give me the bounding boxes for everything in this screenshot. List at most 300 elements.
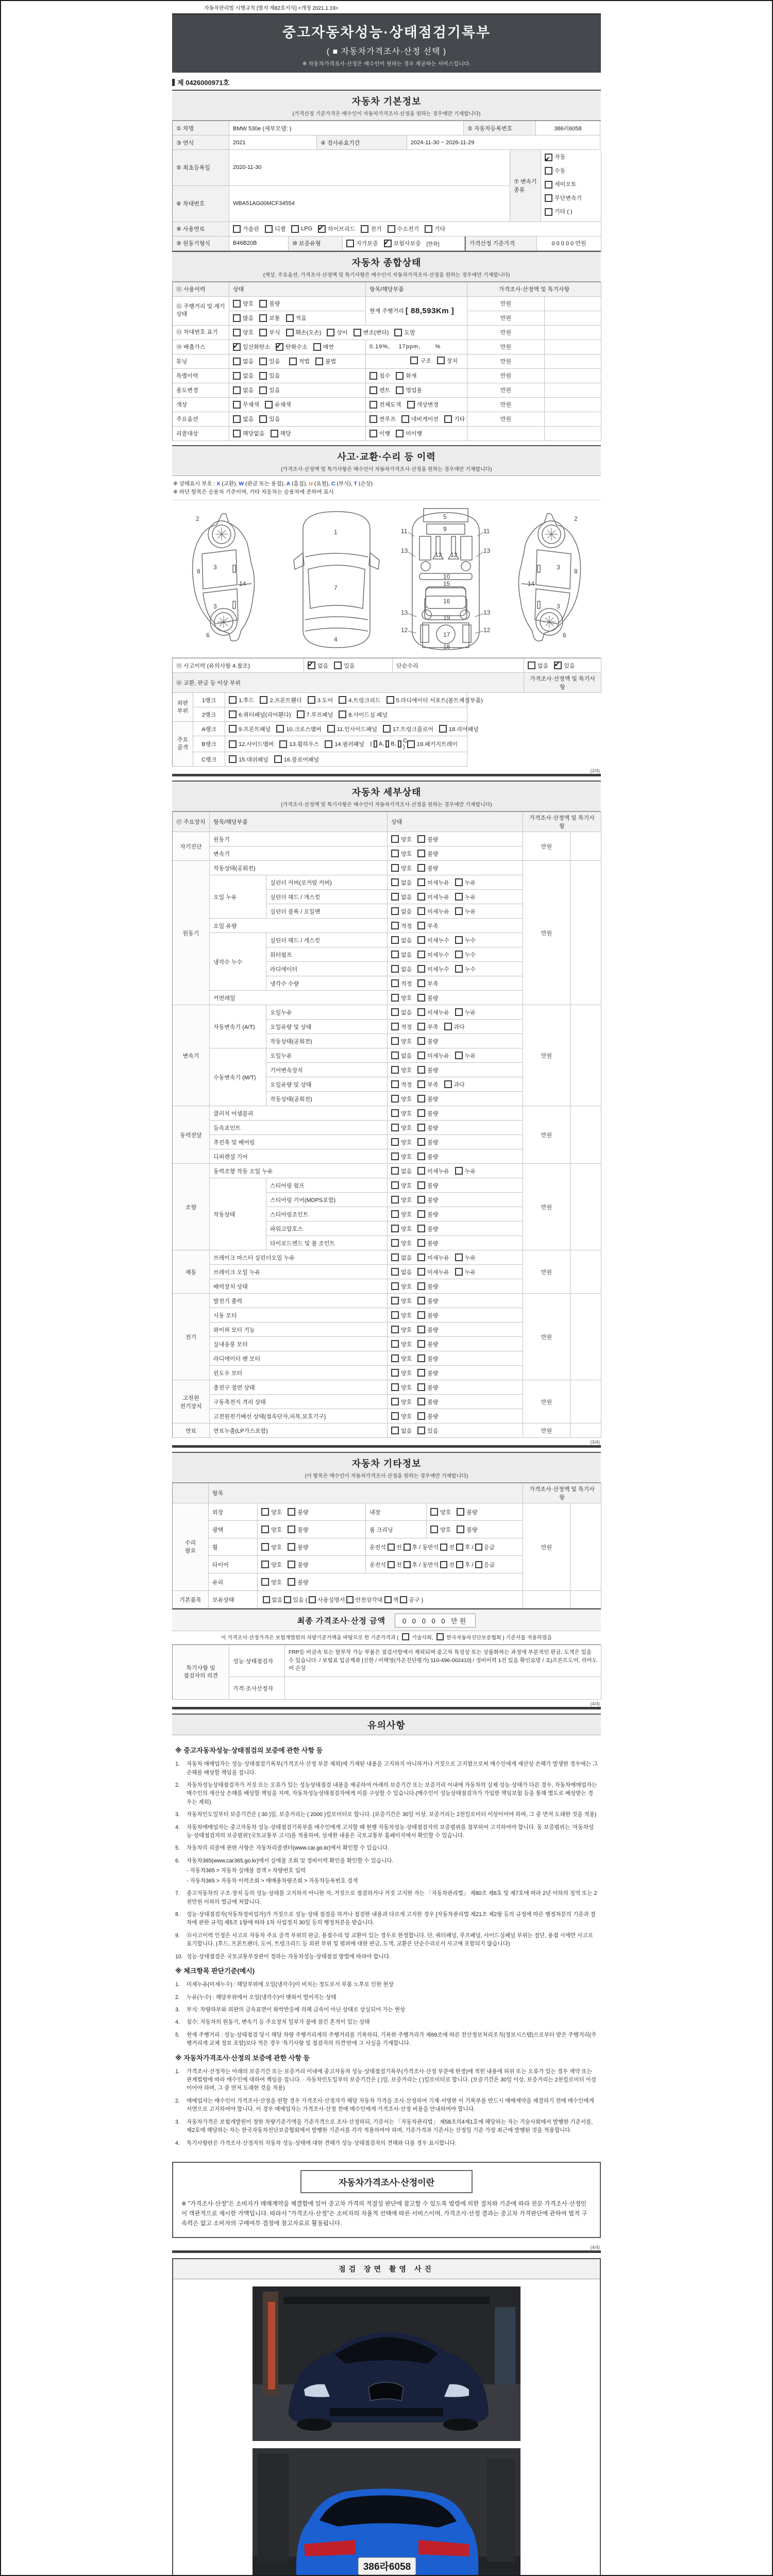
section-title: 자동차 기본정보 (351, 96, 422, 107)
checkbox-미세누유[interactable] (417, 893, 449, 901)
checkbox-양호[interactable] (391, 1095, 412, 1103)
state-options (388, 1250, 523, 1265)
item-label: 클러치 어셈블리 (210, 1106, 388, 1121)
checkbox-누수[interactable] (455, 951, 476, 959)
checkbox-미세누유[interactable] (417, 1167, 449, 1175)
checkbox-영업용[interactable] (396, 386, 422, 394)
checkbox[interactable] (284, 1596, 291, 1603)
checkbox-양호[interactable] (391, 1138, 412, 1146)
checkbox-렌트[interactable] (369, 386, 390, 394)
checkbox-불량[interactable] (417, 994, 438, 1002)
checkbox-양호[interactable] (391, 1369, 412, 1377)
item-label: 배력장치 상태 (210, 1279, 388, 1294)
state-options (388, 1193, 523, 1207)
checkbox-무단변속기[interactable] (545, 193, 582, 204)
checkbox-색상변경[interactable] (407, 400, 439, 409)
checkbox-기타 ( )[interactable] (545, 206, 573, 217)
checkbox-label: 양호 (401, 995, 412, 1002)
checkbox-없음[interactable] (233, 415, 254, 423)
checkbox-label: 장치 (446, 358, 458, 364)
checkbox-label: 있음 (269, 359, 280, 365)
checkbox-양호[interactable] (261, 1508, 282, 1516)
checkbox-해당없음[interactable] (233, 429, 265, 437)
checkbox-미세누수[interactable] (417, 936, 449, 944)
checkbox-양호[interactable] (391, 994, 412, 1002)
checkbox-부족[interactable] (417, 1080, 438, 1089)
checkbox-없음[interactable] (391, 936, 412, 944)
final-price-value: 0 0 0 0 0 만원 (395, 1614, 476, 1628)
svg-text:7: 7 (334, 584, 338, 592)
checkbox-누수[interactable] (455, 965, 476, 973)
checkbox-미세누수[interactable] (417, 951, 449, 959)
checkbox-11.인사이드패널[interactable] (327, 725, 377, 733)
checkbox-불량[interactable] (288, 1561, 308, 1569)
checkbox-label: 없음 (401, 1168, 412, 1175)
checkbox-누유[interactable] (455, 1253, 476, 1262)
checkbox-하이브리드[interactable] (318, 225, 355, 233)
cell-group (210, 1106, 523, 1164)
checkbox-12.사이드멤버[interactable] (229, 740, 274, 748)
checkbox[interactable] (388, 1561, 395, 1568)
checkbox-양호[interactable] (261, 1543, 282, 1551)
checkbox[interactable] (398, 740, 401, 748)
checkbox-수소전기[interactable] (388, 225, 419, 233)
checkbox-양호[interactable] (391, 1196, 412, 1204)
cell-group (210, 861, 523, 1005)
subgroup-label: 수동변속기 (M/T) (210, 1048, 266, 1106)
table-row (210, 933, 523, 991)
section-subtitle: (색상, 주요옵션, 가격조사·산정액 및 특기사항은 매수인이 자동차가격조사·산정을 원하는 경우에만 기재합니다) (263, 272, 510, 278)
checkbox-불량[interactable] (417, 1383, 438, 1392)
checkbox-기타[interactable] (425, 225, 445, 233)
notice-title: 유의사항 (367, 1720, 406, 1731)
detail-condition-table (172, 811, 601, 1438)
checkbox-없음[interactable] (391, 1268, 412, 1276)
checkbox-label: 화재 (406, 373, 417, 379)
checkbox-양호[interactable] (261, 1578, 282, 1586)
checkbox-자가보증[interactable] (346, 239, 378, 247)
checkbox-화재[interactable] (396, 371, 416, 380)
checkbox-양호[interactable] (391, 1326, 412, 1334)
checkbox-미세누수[interactable] (417, 965, 449, 973)
checkbox-불량[interactable] (288, 1508, 308, 1516)
checkbox-양호[interactable] (391, 1412, 412, 1420)
checkbox-누유[interactable] (455, 1268, 476, 1276)
checkbox-적정[interactable] (391, 979, 412, 988)
first-reg-value: 2020-11-30 (229, 150, 510, 186)
checkbox-해당[interactable] (271, 429, 291, 437)
checkbox-불량[interactable] (417, 1181, 438, 1190)
price-cell: 만원 (523, 1294, 570, 1380)
checkbox-변조(변타)[interactable] (354, 328, 389, 336)
checkbox-자동[interactable] (545, 151, 565, 163)
checkbox-유채색[interactable] (265, 400, 291, 409)
state-options (388, 1207, 523, 1222)
checkbox-없음[interactable] (308, 662, 328, 670)
checkbox-없음[interactable] (391, 1008, 412, 1016)
symbol: A (286, 480, 291, 487)
checkbox[interactable] (456, 1544, 463, 1551)
checkbox-4.트렁크리드[interactable] (339, 696, 380, 704)
checkbox-없음[interactable] (391, 965, 412, 973)
checkbox[interactable] (374, 740, 377, 748)
engine-type-label: ⑨ 원동기형식 (173, 236, 229, 251)
checkbox-없음[interactable] (391, 893, 412, 901)
state-options (388, 1366, 523, 1380)
checkbox-label: 네비게이션 (411, 416, 439, 422)
state-symbol-note: ※ 상태표시 부호 : X (교환), W (판금 또는 용접), A (흠집), U (요철), C (부식), T (손상) ※ 하단 항목은 승용차 기준이며, 기타 자동차는 승용차에 준하여 표시 (172, 476, 601, 501)
checkbox-미이행[interactable] (396, 429, 422, 437)
checkbox-16.플로어패널[interactable] (274, 755, 319, 764)
checkbox-누유[interactable] (455, 878, 476, 887)
table-row (173, 222, 601, 236)
vin-mark-options (229, 326, 467, 340)
state-options (258, 1521, 366, 1538)
checkbox[interactable] (456, 1561, 463, 1568)
checkbox-불량[interactable] (288, 1526, 308, 1534)
checkbox-불량[interactable] (417, 1225, 438, 1233)
checkbox-7.루프패널[interactable] (297, 710, 333, 719)
checkbox[interactable] (404, 1561, 411, 1568)
item-label: 작동상태(공회전) (266, 1092, 388, 1106)
checkbox-불량[interactable] (417, 850, 438, 858)
checkbox-불량[interactable] (417, 1210, 438, 1218)
checkbox-없음[interactable] (233, 357, 254, 365)
checkbox-양호[interactable] (261, 1561, 282, 1569)
checkbox-미세누유[interactable] (417, 1253, 449, 1262)
checkbox-없음[interactable] (391, 1253, 412, 1262)
checkbox-불량[interactable] (417, 1326, 438, 1334)
checkbox-누유[interactable] (455, 893, 476, 901)
checkbox-적법[interactable] (289, 357, 310, 365)
checkbox-label: 16.플로어패널 (283, 756, 320, 763)
checkbox-양호[interactable] (391, 1383, 412, 1392)
vin-value: WBA51AG00MCF34554 (229, 186, 510, 222)
checkbox-label: 불량 (427, 1240, 439, 1247)
checkbox-불량[interactable] (417, 1412, 438, 1420)
checkbox-불량[interactable] (457, 1508, 477, 1516)
checkbox-미세누유[interactable] (417, 907, 449, 916)
checkbox-양호[interactable] (391, 1181, 412, 1190)
checkbox-불량[interactable] (259, 299, 280, 308)
svg-text:11: 11 (401, 528, 408, 535)
checkbox-없음[interactable] (233, 386, 254, 394)
checkbox-6.쿼터패널(리어휀다)[interactable] (229, 710, 291, 719)
checkbox-썬루프[interactable] (369, 415, 396, 423)
checkbox-9.프론트패널[interactable] (229, 725, 271, 733)
checkbox-양호[interactable] (391, 1340, 412, 1348)
checkbox-불량[interactable] (288, 1543, 308, 1551)
checkbox-양호[interactable] (430, 1508, 451, 1516)
checkbox-label: 보통 (269, 315, 280, 321)
checkbox-2.프론트휀더[interactable] (260, 696, 301, 704)
checkbox-불량[interactable] (417, 1297, 438, 1305)
checkbox-양호[interactable] (430, 1526, 451, 1534)
cell (523, 1591, 570, 1608)
checkbox-양호[interactable] (391, 1282, 412, 1291)
checkbox-불량[interactable] (417, 1095, 438, 1103)
checkbox-도말[interactable] (394, 328, 415, 336)
checkbox-양호[interactable] (391, 850, 412, 858)
checkbox[interactable] (384, 1596, 392, 1603)
checkbox-불량[interactable] (417, 835, 438, 843)
checkbox-label: 색상변경 (416, 402, 439, 408)
checkbox-17.트렁크플로어[interactable] (383, 725, 433, 733)
checkbox-label: 양호 (401, 1399, 412, 1405)
checkbox-이행[interactable] (369, 429, 390, 437)
checkbox-양호[interactable] (233, 299, 254, 308)
checkbox-있음[interactable] (259, 371, 280, 380)
svg-text:3: 3 (557, 603, 560, 611)
checkbox-label: 불량 (427, 1110, 439, 1117)
checkbox-디젤[interactable] (265, 225, 285, 233)
checkbox-있음[interactable] (554, 662, 575, 670)
checkbox-3.도어[interactable] (308, 696, 333, 704)
checkbox-label: 양호 (401, 1298, 412, 1304)
notice-subitem: - 자동차365 > 자동차 실매물 검색 > 차량번호 입력 (187, 1868, 306, 1874)
item-label: 광택 (209, 1521, 258, 1538)
checkbox-19.패키지트레이[interactable] (407, 740, 458, 748)
checkbox-상이[interactable] (327, 328, 347, 336)
checkbox[interactable] (436, 1633, 444, 1640)
checkbox-불량[interactable] (417, 1282, 438, 1291)
checkbox-네비게이션[interactable] (401, 415, 439, 423)
checkbox[interactable] (385, 740, 389, 748)
checkbox-14.필러패널[interactable] (325, 740, 364, 748)
checkbox-양호[interactable] (391, 1297, 412, 1305)
state-options (388, 1077, 523, 1092)
table-row (210, 991, 523, 1005)
checkbox-label: 적정 (401, 980, 412, 987)
checkbox-불량[interactable] (417, 1340, 438, 1348)
checkbox-기타[interactable] (444, 415, 465, 423)
checkbox-양호[interactable] (391, 1311, 412, 1319)
checkbox-장치[interactable] (437, 357, 458, 365)
checkbox[interactable] (309, 1596, 316, 1603)
checkbox-미세누유[interactable] (417, 878, 449, 887)
checkbox-불량[interactable] (417, 1153, 438, 1161)
checkbox-과다[interactable] (444, 1023, 465, 1031)
svg-text:2: 2 (574, 515, 578, 523)
checkbox-있음[interactable] (334, 662, 355, 670)
checkbox-label: 양호 (401, 1211, 412, 1218)
col-header: 가격조사·산정액 및 특기사항 (467, 282, 601, 297)
notice-item: 5. 자동차의 리콜에 관한 사항은 자동차리콜센터(www.car.go.kr)에서 확인할 수 있습니다. (175, 1845, 390, 1852)
checkbox-불량[interactable] (417, 1109, 438, 1117)
checkbox-양호[interactable] (391, 1398, 412, 1406)
checkbox[interactable] (402, 1633, 409, 1640)
checkbox-label: 양호 (401, 851, 412, 857)
year-value: 2021 (229, 135, 317, 150)
checkbox-미세누유[interactable] (417, 1052, 449, 1060)
table-row (210, 1409, 523, 1423)
checkbox[interactable] (388, 1544, 395, 1551)
checkbox[interactable] (263, 1596, 270, 1603)
checkbox-일산화탄소[interactable] (233, 343, 270, 351)
item-options (366, 398, 467, 412)
checkbox-불량[interactable] (417, 1066, 438, 1074)
checkbox-보험사보증[interactable] (384, 239, 421, 247)
checkbox-양호[interactable] (391, 864, 412, 872)
checkbox-누유[interactable] (455, 1052, 476, 1060)
checkbox-불량[interactable] (417, 1398, 438, 1406)
item-label: 실린더 커버(로커암 커버) (266, 875, 388, 890)
checkbox-양호[interactable] (391, 1225, 412, 1233)
note-cell (570, 1503, 601, 1591)
checkbox-불량[interactable] (457, 1526, 477, 1534)
checkbox-양호[interactable] (391, 1124, 412, 1132)
notice-item: 9. ⑮사고이력 인정은 사고로 자동차 주요 골격 부위의 판금, 용접수리 및 교환이 있는 경우로 한정합니다. 단, 쿼터패널, 루프패널, 사이드실패널 부위는 절단, 용접 시에만 사고로 표기합니다. (후드, 프론트펜더, 도어, 트렁크리드 등 외판 부위 및 범퍼에 대한 판금, 도색, 교환은 단순수리로서 사고에 포함되지 않습니다) (175, 1932, 593, 1947)
checkbox-수동[interactable] (545, 165, 565, 177)
checkbox-훼손(오손)[interactable] (286, 328, 322, 336)
checkbox-13.휠하우스[interactable] (279, 740, 319, 748)
checkbox-양호[interactable] (391, 1037, 412, 1045)
table-row (229, 1645, 601, 1677)
checkbox-적정[interactable] (391, 1023, 412, 1031)
checkbox-많음[interactable] (233, 314, 254, 322)
cell-group (467, 693, 601, 722)
checkbox-1.후드[interactable] (229, 696, 254, 704)
checkbox-있음[interactable] (259, 386, 280, 394)
checkbox-탄화수소[interactable] (276, 343, 308, 351)
checkbox-적정[interactable] (391, 922, 412, 930)
checkbox-있음[interactable] (259, 415, 280, 423)
table-row (173, 1250, 601, 1294)
checkbox-양호[interactable] (391, 835, 412, 843)
checkbox-전기[interactable] (361, 225, 381, 233)
symbol: X (216, 480, 221, 487)
checkbox-LPG[interactable] (291, 225, 312, 233)
emission-values: 0.19%, 17ppm, % (369, 344, 441, 350)
checkbox-양호[interactable] (391, 1066, 412, 1074)
checkbox-있음[interactable] (259, 357, 280, 365)
checkbox-불량[interactable] (288, 1578, 308, 1586)
checkbox-세미오토[interactable] (545, 179, 577, 190)
checkbox[interactable] (475, 1561, 482, 1568)
checkbox-부족[interactable] (417, 1023, 438, 1031)
notice-item: 2. 자동차성능상태점검자가 거짓 또는 오류가 있는 성능상태점검 내용을 제공하여 아래의 보증기간 또는 보증거리 이내에 자동차의 실제 성능·상태가 다른 경우, 자동차매매업자는 매수인의 재산상 손해를 배상할 책임을 지며, 자동차성능상태점검자에게 이를 구상할 수 있습니다.(매수인이 성능상태점검자가 가입한 책임보험 등을 통해 별도로 배상받는 경우는 제외) (175, 1782, 597, 1805)
checkbox-없음[interactable] (391, 1052, 412, 1060)
checkbox-label: 양호 (401, 836, 412, 843)
checkbox-미세누유[interactable] (417, 1268, 449, 1276)
checkbox[interactable] (475, 1544, 482, 1551)
checkbox-부족[interactable] (417, 922, 438, 930)
checkbox-전체도색[interactable] (369, 400, 401, 409)
checkbox-부족[interactable] (417, 979, 438, 988)
checkbox-불량[interactable] (417, 1124, 438, 1132)
checkbox-label: 일산화탄소 (243, 344, 271, 350)
cell-group (210, 1164, 523, 1250)
checkbox-적음[interactable] (286, 314, 307, 322)
checkbox-누유[interactable] (455, 1008, 476, 1016)
checkbox-없음[interactable] (233, 371, 254, 380)
checkbox-label: 불량 (466, 1509, 478, 1516)
checkbox-양호[interactable] (233, 328, 254, 336)
checkbox-불량[interactable] (417, 864, 438, 872)
checkbox-label: 기타 ( ) (554, 209, 573, 215)
item-label: 연료누출(LP가스포함) (210, 1423, 388, 1438)
checkbox-없음[interactable] (528, 662, 548, 670)
checkbox-없음[interactable] (391, 878, 412, 887)
checkbox-무채색[interactable] (233, 400, 259, 409)
checkbox[interactable] (404, 1544, 411, 1551)
checkbox-침수[interactable] (369, 371, 390, 380)
mileage-value: 현재 주행거리 [ 88,593Km ] (366, 297, 467, 326)
checkbox-양호[interactable] (391, 1354, 412, 1363)
checkbox-없음[interactable] (391, 1427, 412, 1435)
checkbox-label: 있음 (269, 373, 280, 379)
checkbox-label: 양호 (401, 1182, 412, 1189)
checkbox-8.사이드실 패널[interactable] (339, 710, 388, 719)
checkbox[interactable] (440, 1544, 447, 1551)
checkbox-없음[interactable] (391, 951, 412, 959)
note-cell (545, 427, 601, 441)
checkbox-label: 불량 (269, 301, 280, 307)
checkbox-15.대쉬패널[interactable] (229, 755, 268, 764)
checkbox-불량[interactable] (417, 1311, 438, 1319)
svg-text:15: 15 (443, 580, 450, 588)
checkbox-label: 미세누유 (427, 1255, 449, 1261)
table-row (210, 1294, 523, 1308)
checkbox[interactable] (400, 1596, 407, 1603)
checkbox-가솔린[interactable] (233, 225, 259, 233)
checkbox-있음[interactable] (417, 1427, 438, 1435)
notice-part1-title: ※ 중고자동차성능·상태점검의 보증에 관한 사항 등 (175, 1747, 323, 1755)
notice-item: 7. 중고자동차의 구조·장치 등의 성능·상태를 고지하지 아니한 자, 거짓으로 점검하거나 거짓 고지한 자는 「자동차관리법」 제80조 제6호 및 제7호에 따라 2년 이하의 징역 또는 2천만원 이하의 벌금에 처합니다. (175, 1890, 597, 1905)
checkbox-미세누유[interactable] (417, 1008, 449, 1016)
checkbox-누수[interactable] (455, 936, 476, 944)
notice-header (172, 1714, 601, 1735)
checkbox-불법[interactable] (315, 357, 336, 365)
checkbox-구조[interactable] (410, 357, 431, 365)
checkbox-label: 불량 (427, 1139, 439, 1146)
checkbox-불량[interactable] (417, 1037, 438, 1045)
checkbox-불량[interactable] (417, 1196, 438, 1204)
checkbox-불량[interactable] (417, 1239, 438, 1247)
col-header: ⑪ 사용이력 (173, 282, 229, 297)
checkbox-매연[interactable] (313, 343, 334, 351)
checkbox-label: 양호 (401, 1327, 412, 1333)
state-options (388, 1063, 523, 1077)
table-row (266, 1092, 523, 1106)
checkbox-누유[interactable] (455, 1167, 476, 1175)
checkbox-없음[interactable] (391, 1167, 412, 1175)
checkbox-양호[interactable] (261, 1526, 282, 1534)
checkbox-과다[interactable] (444, 1080, 465, 1089)
checkbox-없음[interactable] (391, 907, 412, 916)
table-row (193, 752, 467, 767)
checkbox-양호[interactable] (391, 1239, 412, 1247)
checkbox-양호[interactable] (391, 1109, 412, 1117)
checkbox-label: 양호 (440, 1527, 451, 1533)
checkbox-적정[interactable] (391, 1080, 412, 1089)
checkbox-양호[interactable] (391, 1210, 412, 1218)
checkbox[interactable] (346, 1596, 354, 1603)
item-label: 오일 유량 (210, 919, 388, 933)
checkbox[interactable] (440, 1561, 447, 1568)
checkbox-양호[interactable] (391, 1153, 412, 1161)
checkbox-보통[interactable] (259, 314, 280, 322)
state-options (388, 1294, 523, 1308)
checkbox-부식[interactable] (259, 328, 280, 336)
checkbox-10.크로스멤버[interactable] (276, 725, 321, 733)
checkbox-불량[interactable] (417, 1138, 438, 1146)
checkbox-누유[interactable] (455, 907, 476, 916)
checkbox-불량[interactable] (417, 1354, 438, 1363)
checkbox-불량[interactable] (417, 1369, 438, 1377)
base-price-value: 0 0 0 0 0 만원 (537, 236, 601, 251)
cell-group (193, 693, 483, 722)
